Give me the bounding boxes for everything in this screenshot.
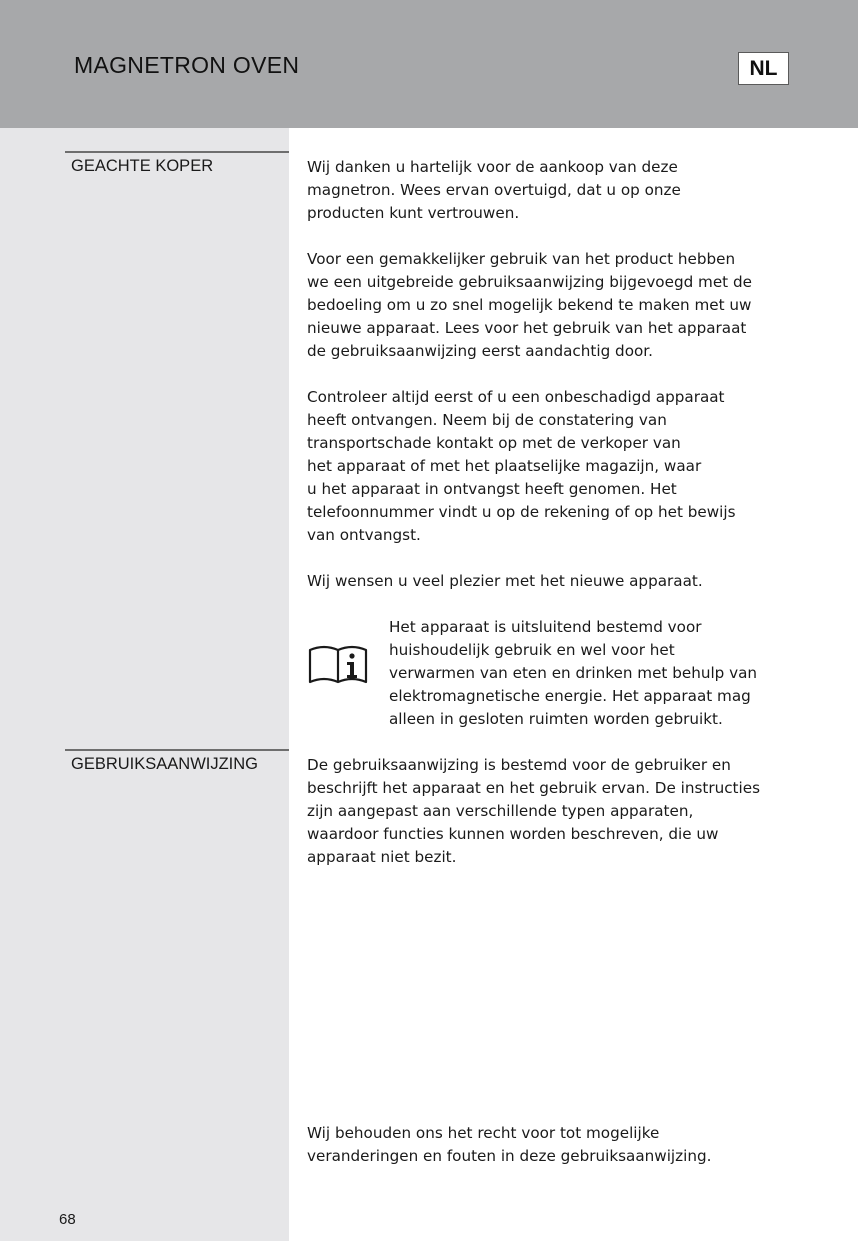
paragraph-instructions: Voor een gemakkelijker gebruik van het product hebben we een uitgebreide gebruiksaanwijzing bijgevoegd met de bedoeling om u zo snel mogelijk bekend te maken met uw nieuwe apparaat. Lees voor het gebruik van het apparaat de gebruiksaanwijzing eerst aandachtig door.: [307, 250, 752, 360]
paragraph-check-damage: Controleer altijd eerst of u een onbeschadigd apparaat heeft ontvangen. Neem bij de constatering van transportschade kontakt op met de verkoper van het apparaat of met het plaatselijke magazijn, waar u het apparaat in ontvangst heeft genomen. Het telefoonnummer vindt u op de rekening of op het bewijs van ontvangst.: [307, 388, 736, 544]
book-info-icon: [307, 642, 369, 688]
document-title: MAGNETRON OVEN: [74, 52, 300, 78]
section-heading-geachte-koper: GEACHTE KOPER: [71, 157, 214, 175]
paragraph-enjoy: Wij wensen u veel plezier met het nieuwe apparaat.: [307, 572, 703, 590]
page-number: 68: [59, 1211, 76, 1228]
page-header: [0, 0, 858, 128]
section-divider: [65, 151, 289, 153]
paragraph-manual-purpose: De gebruiksaanwijzing is bestemd voor de gebruiker en beschrijft het apparaat en het gebruik ervan. De instructies zijn aangepast aan verschillende typen apparaten, waardoor functies kunnen worden beschreven, die uw apparaat niet bezit.: [307, 756, 760, 866]
info-note: Het apparaat is uitsluitend bestemd voor huishoudelijk gebruik en wel voor het verwarmen van eten en drinken met behulp van elektromagnetische energie. Het apparaat mag alleen in gesloten ruimten worden gebruikt.: [389, 618, 758, 728]
section-divider: [65, 749, 289, 751]
paragraph-thanks: Wij danken u hartelijk voor de aankoop van deze magnetron. Wees ervan overtuigd, dat u op onze producten kunt vertrouwen.: [307, 158, 681, 222]
paragraph-disclaimer: Wij behouden ons het recht voor tot mogelijke veranderingen en fouten in deze gebruiksaanwijzing.: [307, 1124, 712, 1165]
sidebar: [0, 128, 289, 1241]
language-badge: NL: [738, 52, 789, 85]
section-heading-gebruiksaanwijzing: GEBRUIKSAANWIJZING: [71, 755, 259, 773]
